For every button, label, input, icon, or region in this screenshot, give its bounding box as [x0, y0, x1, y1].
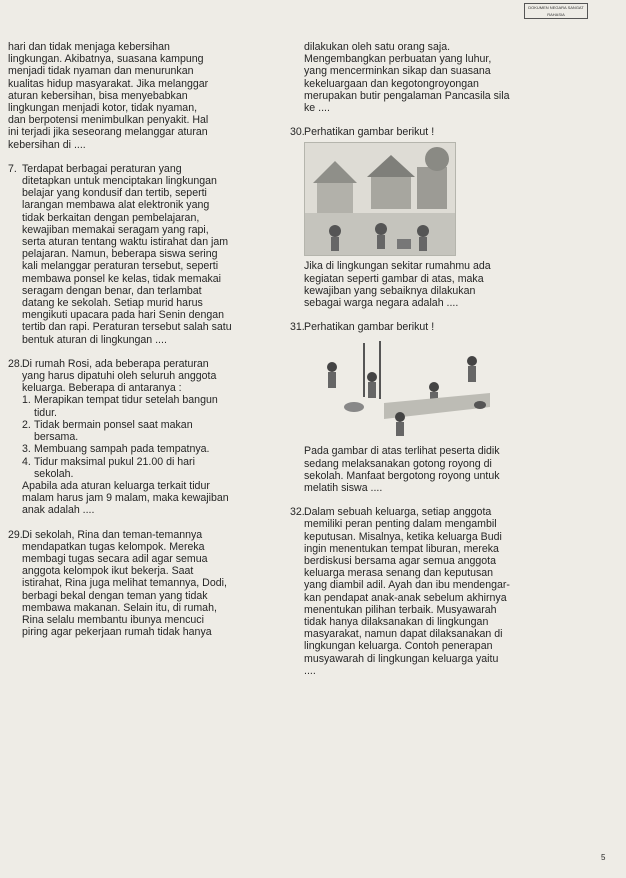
- page-number: 5: [601, 853, 606, 862]
- question-number: 32.: [290, 506, 305, 519]
- question-27: 7. Terdapat berbagai peraturan yang ditetapkan untuk menciptakan lingkungan belajar yang kondusif dan tertib, seperti larangan membawa alat elektronik yang tidak berkaitan dengan pembelajaran, kewajiban memakai seragam yang rapi, serta aturan tentang waktu istirahat dan jam pelajaran. Namun, beberapa siswa sering kali melanggar peraturan tersebut, seperti membawa ponsel ke kelas, tidak memakai seragam dengan benar, dan terlambat datang ke sekolah. Setiap murid harus mengikuti upacara pada hari Senin dengan tertib dan rapi. Peraturan tersebut salah satu bentuk aturan di lingkungan ....: [8, 162, 232, 346]
- left-column: [8, 41, 282, 638]
- list-item: 1. Merapikan tempat tidur setelah bangun tidur.: [22, 394, 218, 419]
- question-number: 30.: [290, 126, 305, 139]
- town-environment-illustration: [305, 143, 455, 255]
- right-column: [290, 41, 615, 677]
- question-29: 29. Di sekolah, Rina dan teman-temannya mendapatkan tugas kelompok. Mereka membagi tugas secara adil agar semua anggota kelompok ikut bekerja. Saat istirahat, Rina juga melihat temannya, Dodi, berbagi bekal dengan teman yang tidak membawa makanan. Selain itu, di rumah, Rina selalu membantu ibunya mencuci piring agar pekerjaan rumah tidak hanya: [8, 528, 227, 639]
- gotong-royong-illustration: [304, 337, 494, 441]
- question-number: 7.: [8, 162, 17, 175]
- stamp-text: DOKUMEN NEGARA SANGAT RAHASIA: [528, 5, 584, 17]
- question-number: 29.: [8, 528, 23, 541]
- illustration-frame: [304, 142, 456, 256]
- continuation-paragraph: dilakukan oleh satu orang saja. Mengembangkan perbuatan yang luhur, yang mencerminkan sikap dan suasana kekeluargaan dan kegotongroyongan merupakan butir pengalaman Pancasila sila ke ....: [304, 41, 510, 115]
- document-stamp: [524, 3, 588, 19]
- question-number: 31.: [290, 321, 305, 334]
- list-item: 2. Tidak bermain ponsel saat makan bersama.: [22, 418, 193, 444]
- question-number: 28.: [8, 357, 23, 370]
- illustration-frame: [304, 337, 494, 441]
- question-31: 31. Perhatikan gambar berikut ! Pada gambar di atas terlihat peserta didik sedang melaksanakan gotong royong di sekolah. Manfaat bergotong royong untuk melatih siswa ....: [290, 321, 500, 495]
- question-32: 32. Dalam sebuah keluarga, setiap anggota memiliki peran penting dalam mengambil keputusan. Misalnya, ketika keluarga Budi ingin menentukan tempat liburan, mereka berdiskusi bersama agar semua anggota keluarga merasa senang dan keputusan yang diambil adil. Ayah dan ibu mendengar- kan pendapat anak-anak sebelum akhirnya menentukan pilihan terbaik. Musyawarah tidak hanya dilaksanakan di lingkungan masyarakat, namun dapat dilaksanakan di lingkungan keluarga. Contoh penerapan musyawarah di lingkungan keluarga yaitu ....: [290, 506, 510, 677]
- question-28: 28. Di rumah Rosi, ada beberapa peraturan yang harus dipatuhi oleh seluruh anggota keluarga. Beberapa di antaranya : 1. Merapikan tempat tidur setelah bangun tidur. 2. Tidak bermain ponsel saat makan bersama. 3. Membuang sampah pada tempatnya. 4. Tidur maksimal pukul 21.00 di hari sekolah. Apabila ada aturan keluarga terkait tidur malam harus jam 9 malam, maka kewajiban anak adalah ....: [8, 358, 282, 517]
- intro-paragraph: hari dan tidak menjaga kebersihan lingkungan. Akibatnya, suasana kampung menjadi tidak nyaman dan menurunkan kualitas hidup masyarakat. Jika melanggar aturan kebersihan, bisa menyebabkan lingkungan menjadi kotor, tidak nyaman, dan berpotensi menimbulkan penyakit. Hal ini terjadi jika seseorang melanggar aturan kebersihan di ....: [8, 41, 209, 151]
- list-item: 4. Tidur maksimal pukul 21.00 di hari sekolah.: [22, 455, 195, 480]
- list-item: 3. Membuang sampah pada tempatnya.: [22, 443, 210, 456]
- question-30: 30. Perhatikan gambar berikut ! Jika di lingkungan sekitar rumahmu ada kegiatan seperti gambar di atas, maka kewajiban yang sebaiknya dilakukan sebagai warga negara adalah ....: [290, 126, 491, 310]
